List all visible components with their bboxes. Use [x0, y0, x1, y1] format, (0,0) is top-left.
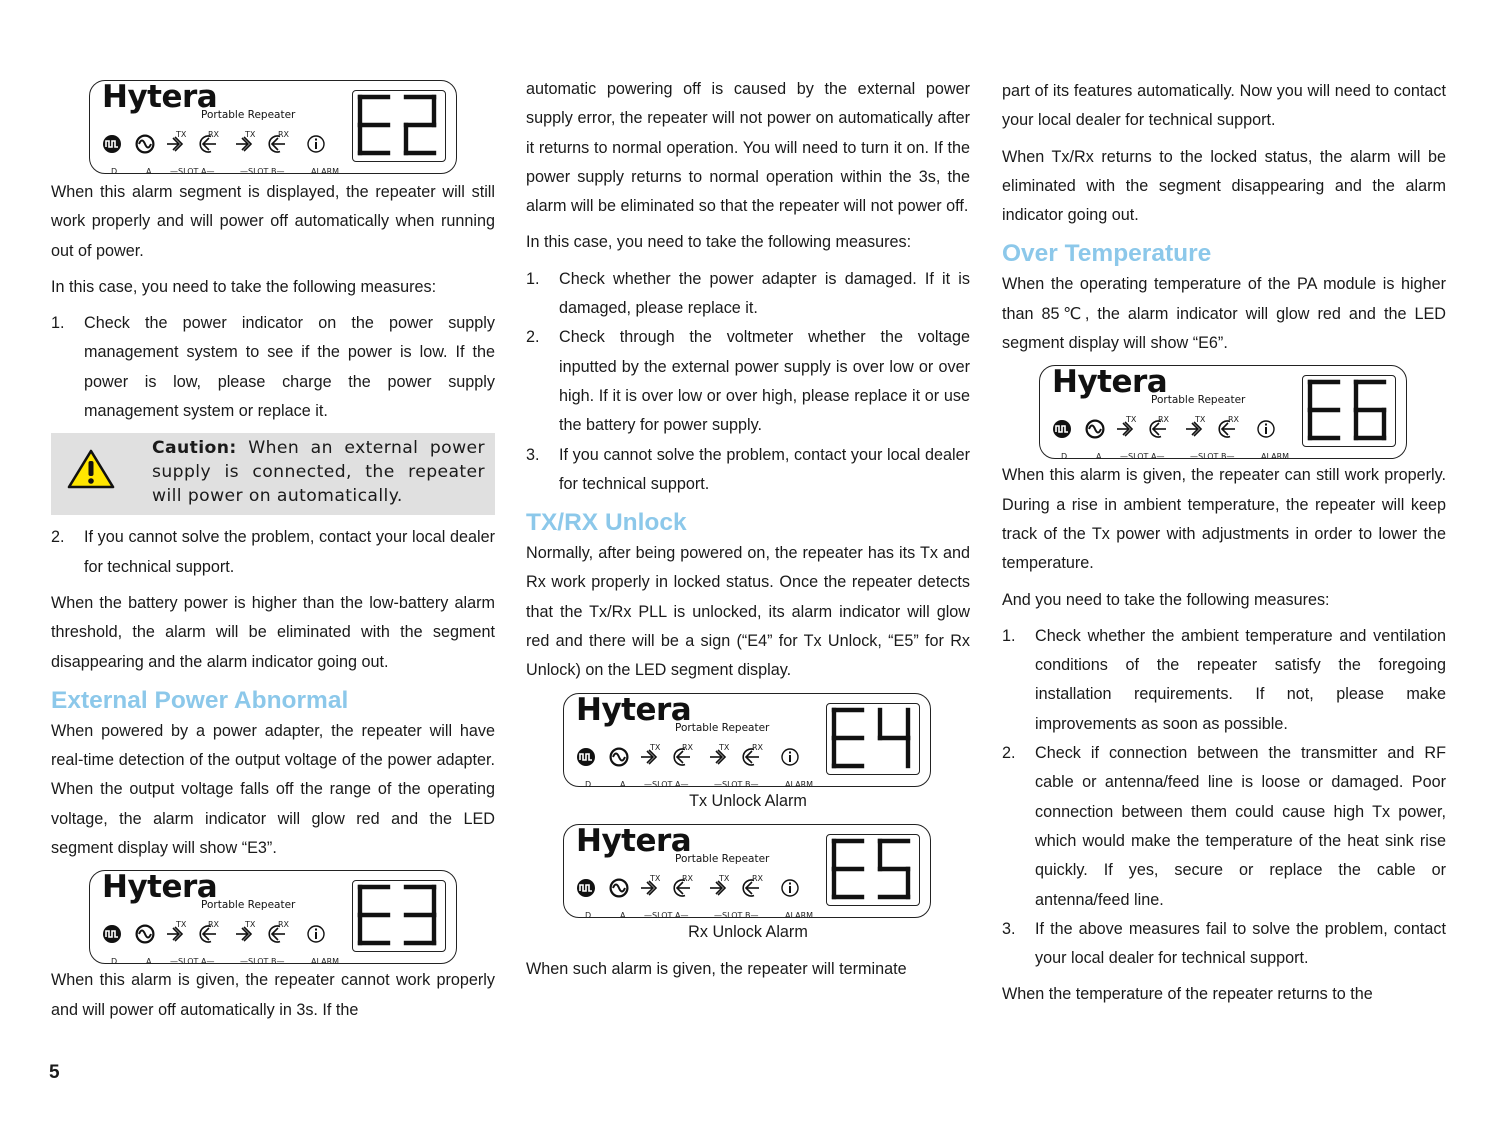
hytera-logo: Hytera: [102, 79, 218, 115]
rx-slot-a-icon: [1150, 421, 1166, 437]
paragraph: When Tx/Rx returns to the locked status, the alarm will be eliminated with the segment disappearing and the alarm indicator going out.: [1002, 147, 1446, 225]
label-d: D: [1061, 452, 1068, 462]
label-a: A: [1096, 452, 1102, 462]
digital-indicator-icon: [103, 925, 121, 943]
analog-indicator-icon: [1087, 421, 1104, 438]
paragraph: When this alarm is given, the repeater can still work properly. During a rise in ambient temperature, the repeater will keep track of the Tx power with adjustments in order to lower the temperature.: [1002, 466, 1446, 573]
panel-e6: [1039, 364, 1446, 462]
slot-b-label: —SLOT B—: [714, 779, 759, 789]
tx-slot-a-icon: [641, 881, 656, 895]
repeater-panel: [563, 824, 931, 918]
rx-label-a: RX: [682, 742, 694, 752]
rx-slot-a-icon: [200, 926, 216, 942]
paragraph: And you need to take the following measures:: [1002, 590, 1330, 609]
rx-slot-b-icon: [269, 926, 285, 942]
column-middle: [526, 0, 970, 992]
label-a: A: [146, 167, 152, 176]
caution-text: Caution: When an external power supply is connected, the repeater will power on automatically.: [152, 438, 485, 507]
segment-digit-e: [834, 710, 862, 766]
tx-slot-b-icon: [236, 927, 251, 941]
panel-e5: [563, 824, 970, 918]
rx-slot-a-icon: [674, 749, 690, 765]
list-item: 3. If you cannot solve the problem, contact your local dealer for technical support.: [526, 445, 970, 493]
rx-label-b: RX: [752, 873, 764, 883]
panel-subtitle: Portable Repeater: [675, 852, 770, 865]
indicator-icons: [1053, 418, 1293, 442]
slot-a-label: —SLOT A—: [1120, 452, 1165, 462]
rx-label-a: RX: [1158, 415, 1170, 425]
segment-digit-6: [1356, 382, 1384, 438]
tx-label-a: TX: [650, 873, 661, 883]
rx-label-b: RX: [278, 920, 290, 930]
paragraph: When the temperature of the repeater returns to the: [1002, 985, 1373, 1004]
paragraph: When such alarm is given, the repeater will terminate: [526, 960, 907, 979]
slot-b-label: —SLOT B—: [714, 910, 759, 920]
tx-label-a: TX: [1126, 415, 1137, 425]
tx-slot-a-icon: [1117, 422, 1132, 436]
segment-digit-e: [834, 841, 862, 897]
tx-label-b: TX: [719, 873, 730, 883]
slot-a-label: —SLOT A—: [170, 957, 215, 967]
panel-e3: [89, 869, 495, 967]
caution-box: [51, 433, 495, 515]
segment-digit-e: [360, 887, 388, 943]
analog-indicator-icon: [137, 136, 154, 153]
tx-label-a: TX: [176, 130, 187, 139]
paragraph: When the battery power is higher than the low-battery alarm threshold, the alarm will be eliminated with the segment disappearing and the alarm indicator going out.: [51, 593, 495, 671]
analog-indicator-icon: [611, 880, 628, 897]
list-item: 1. Check whether the power adapter is damaged. If it is damaged, please replace it.: [526, 269, 970, 318]
analog-indicator-icon: [137, 926, 154, 943]
panel-subtitle: Portable Repeater: [201, 899, 296, 912]
repeater-panel: [89, 80, 457, 174]
paragraph: In this case, you need to take the following measures:: [51, 277, 437, 296]
alarm-indicator-icon: [782, 749, 798, 765]
panel-subtitle: Portable Repeater: [1151, 394, 1246, 407]
segment-digit-4: [880, 710, 908, 766]
rx-label-b: RX: [1228, 415, 1240, 425]
tx-slot-a-icon: [167, 927, 182, 941]
label-a: A: [620, 910, 626, 920]
segment-digit-5: [880, 841, 908, 897]
repeater-panel: [1039, 364, 1407, 462]
tx-label-b: TX: [245, 130, 256, 139]
analog-indicator-icon: [611, 748, 628, 765]
tx-label-b: TX: [719, 742, 730, 752]
paragraph: When powered by a power adapter, the repeater will have real-time detection of the output voltage of the power adapter. When the output voltage falls off the range of the operating voltage, the alarm indicator will glow red and the LED segment display will show “E3”.: [51, 721, 495, 858]
measures-list: [1002, 622, 1446, 974]
paragraph: automatic powering off is caused by the external power supply error, the repeater will not power on automatically after it returns to normal operation. You will need to turn it on. If the power supply returns to normal operation within the 3s, the alarm will be eliminated so that the repeater will not power off.: [526, 80, 970, 216]
warning-icon: [67, 448, 115, 490]
digital-indicator-icon: [577, 879, 595, 897]
list-item: 2. If you cannot solve the problem, contact your local dealer for technical support.: [51, 528, 495, 576]
slot-b-label: —SLOT B—: [240, 167, 285, 176]
digital-indicator-icon: [1053, 420, 1071, 438]
list-item: 1. Check whether the ambient temperature and ventilation conditions of the repeater satisfy the foregoing installation requirements. If not, please make improvements as soon as possible.: [1002, 626, 1446, 733]
segment-digit-e: [360, 97, 388, 153]
tx-label-a: TX: [176, 920, 187, 930]
alarm-label: ALARM: [311, 167, 340, 176]
panel-e2: [89, 80, 495, 174]
segment-display: [826, 703, 920, 775]
label-d: D: [111, 957, 118, 967]
alarm-label: ALARM: [785, 779, 814, 789]
alarm-label: ALARM: [311, 957, 340, 967]
segment-digits: [353, 881, 444, 950]
digital-indicator-icon: [103, 135, 121, 153]
label-d: D: [585, 910, 592, 920]
indicator-icons: [577, 877, 817, 901]
segment-display: [1302, 375, 1396, 447]
hytera-logo: Hytera: [576, 691, 692, 728]
tx-slot-b-icon: [710, 881, 725, 895]
paragraph: In this case, you need to take the following measures:: [526, 233, 912, 252]
column-right: [1002, 0, 1446, 1017]
alarm-indicator-icon: [308, 926, 324, 942]
section-heading: TX/RX Unlock: [526, 509, 687, 537]
rx-slot-b-icon: [743, 880, 759, 896]
segment-digit-3: [406, 887, 434, 943]
rx-label-a: RX: [208, 920, 220, 930]
section-heading: Over Temperature: [1002, 240, 1212, 268]
segment-digit-e: [1310, 382, 1338, 438]
indicator-icons: [103, 133, 343, 157]
repeater-panel: [89, 869, 457, 967]
alarm-indicator-icon: [1258, 421, 1274, 437]
segment-digit-2: [406, 97, 434, 153]
alarm-indicator-icon: [308, 136, 324, 152]
alarm-label: ALARM: [1261, 452, 1290, 462]
label-a: A: [620, 779, 626, 789]
slot-a-label: —SLOT A—: [170, 167, 215, 176]
section-heading: External Power Abnormal: [51, 686, 349, 714]
measures-list: [526, 265, 970, 499]
page-number: 5: [49, 1062, 60, 1083]
indicator-icons: [103, 923, 343, 947]
panel-subtitle: Portable Repeater: [675, 721, 770, 734]
tx-slot-b-icon: [236, 137, 251, 151]
panel-subtitle: Portable Repeater: [201, 109, 296, 121]
rx-slot-b-icon: [1219, 421, 1235, 437]
alarm-indicator-icon: [782, 880, 798, 896]
alarm-label: ALARM: [785, 910, 814, 920]
rx-slot-b-icon: [743, 749, 759, 765]
label-d: D: [111, 167, 118, 176]
panel-e4: [563, 693, 970, 787]
tx-slot-a-icon: [641, 750, 656, 764]
slot-b-label: —SLOT B—: [240, 957, 285, 967]
indicator-icons: [577, 746, 817, 770]
tx-slot-b-icon: [710, 750, 725, 764]
measures-list: [51, 523, 495, 582]
paragraph: When this alarm segment is displayed, the repeater will still work properly and will power off automatically when running out of power.: [51, 183, 495, 260]
list-item: 2. Check if connection between the transmitter and RF cable or antenna/feed line is loose or damaged. Poor connection between them could cause high Tx power, which would make the temperature of the heat sink rise quickly. If yes, secure or replace the cable or antenna/feed line.: [1002, 744, 1446, 909]
slot-b-label: —SLOT B—: [1190, 452, 1235, 462]
figure-caption: Tx Unlock Alarm: [689, 791, 807, 810]
tx-label-b: TX: [1195, 415, 1206, 425]
repeater-panel: [563, 693, 931, 787]
rx-slot-a-icon: [674, 880, 690, 896]
rx-label-a: RX: [208, 130, 220, 139]
label-d: D: [585, 779, 592, 789]
label-a: A: [146, 957, 152, 967]
rx-label-a: RX: [682, 873, 694, 883]
slot-a-label: —SLOT A—: [644, 779, 689, 789]
paragraph: When this alarm is given, the repeater cannot work properly and will power off automatically in 3s. If the: [51, 971, 495, 1019]
list-item: 3. If the above measures fail to solve the problem, contact your local dealer for technical support.: [1002, 919, 1446, 968]
rx-slot-a-icon: [200, 136, 216, 152]
tx-slot-a-icon: [167, 137, 182, 151]
figure-caption: Rx Unlock Alarm: [688, 922, 808, 941]
hytera-logo: Hytera: [576, 822, 692, 859]
paragraph: Normally, after being powered on, the repeater has its Tx and Rx work properly in locked status. Once the repeater detects that the Tx/Rx PLL is unlocked, its alarm indicator will glow red and there will be a sign (“E4” for Tx Unlock, “E5” for Rx Unlock) on the LED segment display.: [526, 544, 970, 680]
digital-indicator-icon: [577, 748, 595, 766]
tx-slot-b-icon: [1186, 422, 1201, 436]
tx-label-a: TX: [650, 742, 661, 752]
segment-digits: [353, 91, 444, 160]
segment-digits: [1303, 376, 1394, 445]
rx-slot-b-icon: [269, 136, 285, 152]
column-left: [51, 0, 495, 1032]
tx-label-b: TX: [245, 920, 256, 930]
rx-label-b: RX: [752, 742, 764, 752]
hytera-logo: Hytera: [1052, 364, 1168, 401]
segment-digits: [827, 704, 918, 773]
segment-display: [826, 834, 920, 906]
segment-digits: [827, 835, 918, 904]
slot-a-label: —SLOT A—: [644, 910, 689, 920]
hytera-logo: Hytera: [102, 869, 218, 906]
paragraph: When the operating temperature of the PA module is higher than 85℃, the alarm indicator will glow red and the LED segment display will show “E6”.: [1002, 275, 1446, 353]
list-item: 2. Check through the voltmeter whether the voltage inputted by the external power supply is over low or over high. If it is over low or over high, please replace it or use the battery for power supply.: [526, 328, 970, 435]
segment-display: [352, 90, 446, 162]
measures-list: [51, 309, 495, 426]
rx-label-b: RX: [278, 130, 290, 139]
segment-display: [352, 880, 446, 952]
list-item: 1. Check the power indicator on the power supply management system to see if the power is low. If the power is low, please charge the power supply management system or replace it.: [51, 314, 495, 421]
paragraph: part of its features automatically. Now you will need to contact your local dealer for technical support.: [1002, 82, 1446, 130]
